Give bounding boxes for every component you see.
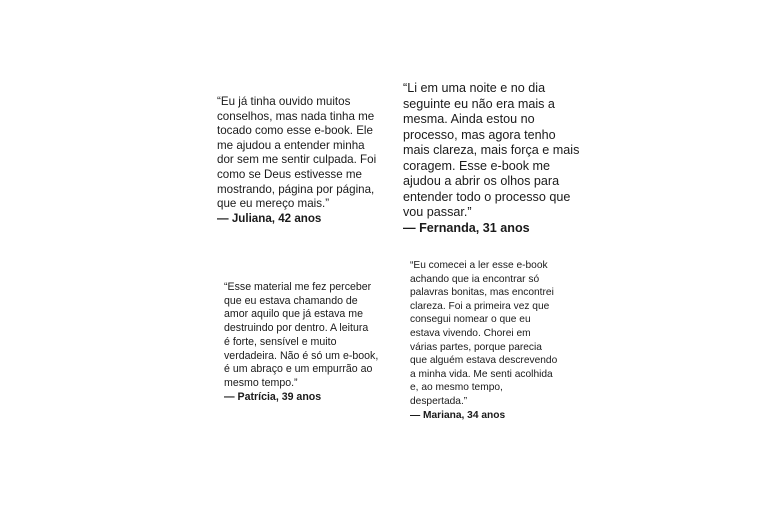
- testimonial-patricia: [224, 281, 394, 404]
- testimonial-quote: “Eu já tinha ouvido muitos conselhos, mas nada tinha me tocado como esse e-book. Ele me ajudou a entender minha dor sem me sentir culpada. Foi como se Deus estivesse me mostrando, página por página, que eu mereço mais.”: [217, 95, 377, 211]
- testimonial-author: — Fernanda, 31 anos: [403, 220, 530, 235]
- testimonial-mariana: [410, 259, 580, 422]
- testimonial-author: — Juliana, 42 anos: [217, 211, 322, 225]
- testimonial-author: — Patrícia, 39 anos: [224, 390, 322, 403]
- testimonial-quote: “Li em uma noite e no dia seguinte eu não era mais a mesma. Ainda estou no processo, mas agora tenho mais clareza, mais força e mais coragem. Esse e-book me ajudou a abrir os olhos para entender todo o processo que vou passar.”: [403, 81, 580, 219]
- testimonial-quote: “Esse material me fez perceber que eu estava chamando de amor aquilo que já estava me destruindo por dentro. A leitura é forte, sensível e muito verdadeira. Não é só um e-book, é um abraço e um empurrão ao mesmo tempo.”: [224, 281, 379, 389]
- testimonial-fernanda: [403, 81, 593, 236]
- testimonial-author: — Mariana, 34 anos: [410, 409, 506, 421]
- testimonial-juliana: [217, 95, 392, 226]
- testimonial-quote: “Eu comecei a ler esse e-book achando que ia encontrar só palavras bonitas, mas encontrei clareza. Foi a primeira vez que consegui nomear o que eu estava vivendo. Chorei em várias partes, porque parecia que alguém estava descrevendo a minha vida. Me senti acolhida e, ao mesmo tempo, despertada.”: [410, 260, 558, 407]
